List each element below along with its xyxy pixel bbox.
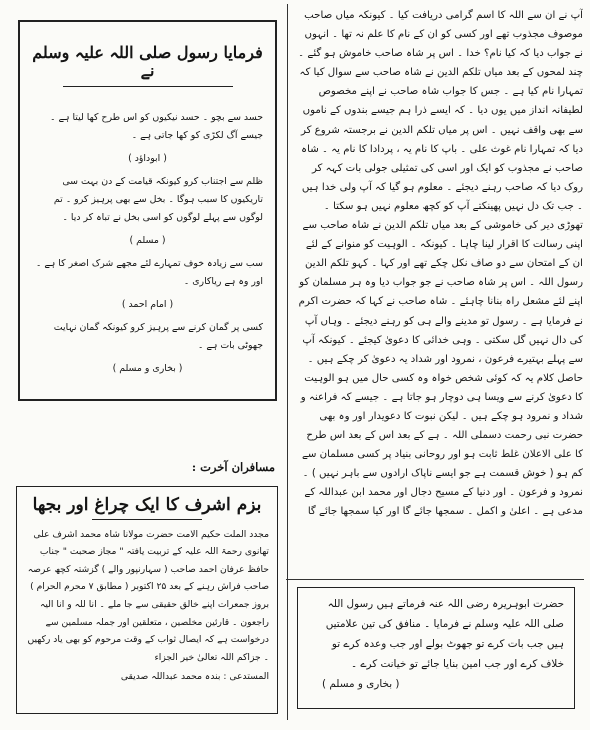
obituary-text: مجدد الملت حکیم الامت حضرت مولانا شاہ محمد اشرف علی تھانوی رحمۃ اللہ علیہ کے تربیت یافتہ " مجاز صحبت " جناب حافظ عرفان احمد صاحب ( سہارنپور والے ) گزشتہ کچھ عرصہ صاحب فراش رہنے کے بعد ۲۵ اکتوبر ( مطابق ۷ محرم الحرام ) بروز جمعرات اپنے خالق حقیقی سے جا ملے ۔ انا للہ و انا الیہ راجعون ۔ قارئین مخلصین ، متعلقین اور جملہ مسلمین سے درخواست ہے کہ ایصال ثواب کے وقت مرحوم کو بھی یاد رکھیں ۔ جزاکم اللہ تعالیٰ خیر الجزاء (27, 528, 269, 663)
hadith-note-text: حضرت ابوہریرہ رضی اللہ عنہ فرماتے ہیں رسول اللہ صلی اللہ علیہ وسلم نے فرمایا ۔ منافق کی تین علامتیں ہیں جب بات کرے تو جھوٹ بولے اور جب وعدہ کرے تو خلاف کرے اور جب امین بنایا جائے تو خیانت کرے ۔ (325, 598, 564, 670)
article-paragraph-2: تھوڑی دیر کی خاموشی کے بعد میاں تلکم الدین نے شاہ صاحب سے اپنی رسالت کا اقرار لینا چاہا ۔ کیونکہ ۔ الوہیت کو منوانے کے لئے ان کے امتحان سے دو صاف نکل چکے تھے اور کہا ۔ کہو تلکم الدین رسول اللہ ۔ اس پر شاہ صاحب نے جو جواب دیا وہ ہر مسلمان کو اپنے لئے مشعل راہ بنانا چاہئے ۔ شاہ صاحب نے کہا کہ حضرت اکرم نے فرمایا ہے ۔ رسول تو مدینے والے ہی کو رہنے دیجئے ۔ وہاں آپ کی دال نہیں گل سکتی ۔ وہی خدائی کا دعویٰ کیجئے ۔ کیونکہ آپ سے پہلے بہتیرے فرعون ، نمرود اور شداد یہ دعویٰ کر چکے ہیں ۔ (298, 220, 583, 365)
section-header: مسافران آخرت : (191, 460, 275, 474)
obituary-title: بزم اشرف کا ایک چراغ اور بجھا (32, 495, 262, 515)
hadith-ref-1: ( ابوداؤد ) (128, 153, 167, 164)
hadith-note-box (297, 587, 575, 709)
article-paragraph-1: آپ نے ان سے اللہ کا اسم گرامی دریافت کیا ۔ کیونکہ میاں صاحب موصوف مجذوب تھے اور کسی کو ان کے نام کا علم نہ تھا ۔ انہوں نے جواب دیا کہ کیا نام؟ خدا ۔ اس پر شاہ صاحب خاموش ہو گئے ۔ چند لمحوں کے بعد میاں تلکم الدین نے شاہ صاحب سے سوال کیا کہ تمہارا نام کیا ہے ۔ جس کا جواب شاہ صاحب نے اپنے مخصوص لطیفانہ انداز میں یوں دیا ۔ کہ ایسے ذرا ہم جیسے بندوں کے ناموں سے بھی واقف نہیں ۔ اس پر میاں تلکم الدین نے برجستہ شروع کر دیا کہ تمہارا نام غوث علی ۔ باپ کا نام یہ ، پردادا کا نام یہ ۔ شاہ صاحب نے مجذوب کو ایک اور اسی کی تمثیلی جولی بات کہہ کر روک دیا کہ صاحب رہنے دیجئے ۔ معلوم ہو گیا کہ آپ ولی خدا ہیں ۔ جب تک دل نہیں پھینکتے آپ کو کچھ معلوم نہیں ہو سکتا ۔ (298, 10, 583, 212)
title-underline (63, 86, 233, 87)
obituary-box (16, 486, 278, 714)
hadith-item-1: حسد سے بچو ۔ حسد نیکیوں کو اس طرح کھا لیتا ہے ۔ جیسے آگ لکڑی کو کھا جاتی ہے ۔ (50, 112, 263, 141)
hadith-note-reference: ( بخاری و مسلم ) (322, 678, 400, 690)
obituary-title-underline (92, 519, 202, 520)
hadith-item-4: کسی پر گمان کرنے سے پرہیز کرو کیونکہ گمان نہایت جھوٹی بات ہے ۔ (53, 322, 263, 351)
hadith-ref-4: ( بخاری و مسلم ) (112, 363, 183, 374)
hadith-box (18, 20, 277, 401)
hadith-item-2: ظلم سے اجتناب کرو کیونکہ قیامت کے دن بہت سی تاریکیوں کا سبب ہوگا ۔ بخل سے بھی پرہیز کرو ۔ تم لوگوں سے پہلے لوگوں کو اسی بخل نے تباہ کر دیا ۔ (53, 176, 263, 223)
hadith-item-3: سب سے زیادہ خوف تمہارے لئے مجھے شرک اصغر کا ہے ۔ اور وہ ہے ریاکاری ۔ (35, 258, 263, 287)
column-divider (287, 4, 288, 720)
article-column (297, 6, 583, 578)
article-paragraph-3: حاصل کلام یہ کہ کوئی شخص خواہ وہ کسی حال میں ہو الوہیت کا دعویٰ کرنے سے ویسا ہی دوچار ہو جاتا ہے ۔ جیسے کہ فراعنہ و شداد و نمرود ہو چکے ہیں ۔ لیکن نبوت کا دعویدار اور وہ بھی حضرت نبی رحمت دسملی اللہ ۔ ہے کے بعد اس کے بعد اس طرح کا علی الاعلان غلط ثابت ہو اور روحانی بنیاد پر کسی مسلمان سے کم ہو ( خوش قسمت ہے جو ایسے ناپاک ارادوں سے باہر نہیں ) ۔ نمرود و فرعون ۔ اور دنیا کے مسیح دجال اور محمد ابن عبداللہ کے مدعی ہے ۔ اعلیٰ و اکمل ۔ سمجھا جائے گا اور کیا سمجھا جائے گا (300, 372, 583, 518)
hadith-ref-3: ( امام احمد ) (121, 299, 174, 310)
hadith-ref-2: ( مسلم ) (129, 235, 166, 246)
obituary-signature: المستدعی : بندہ محمد عبداللہ صدیقی (120, 671, 269, 683)
section-divider (286, 579, 584, 580)
hadith-box-title: فرمایا رسول صلی اللہ علیہ وسلم نے (32, 43, 263, 80)
